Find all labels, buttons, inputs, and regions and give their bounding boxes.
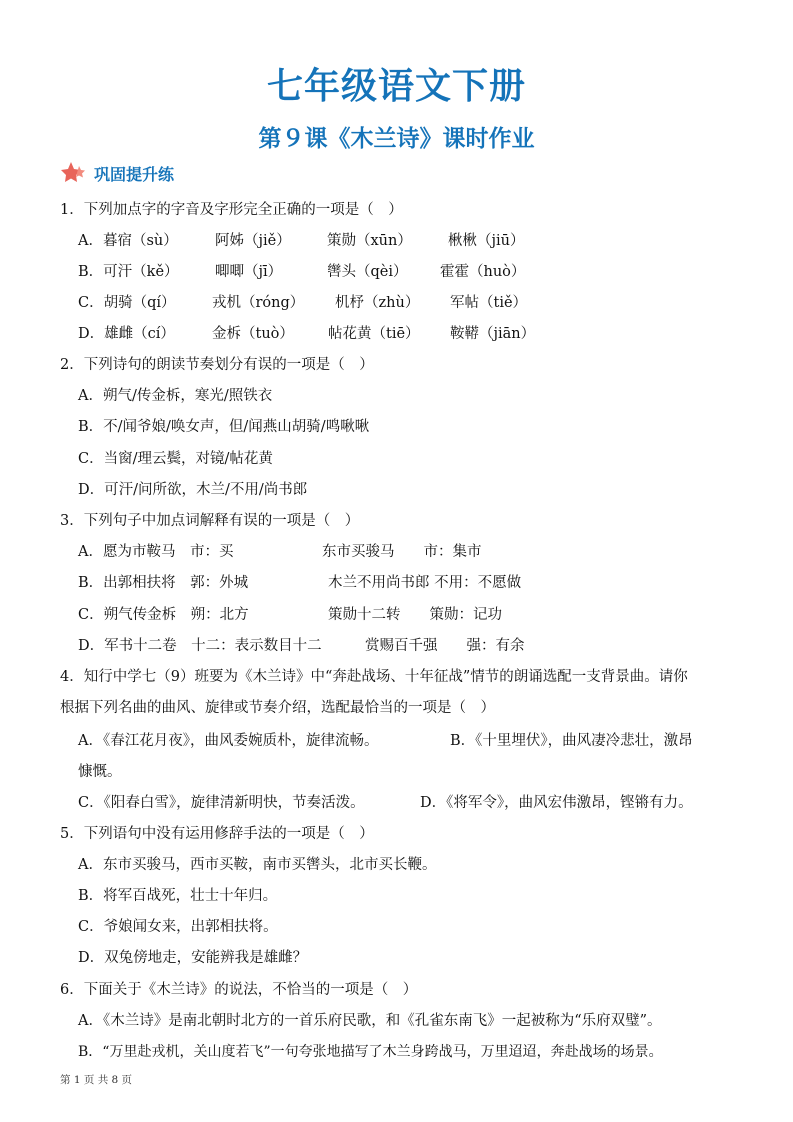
question-5-stem: 5．下列语句中没有运用修辞手法的一项是（ ）	[60, 826, 374, 842]
q3-option-a-1: A．愿为市鞍马 市：买	[78, 544, 234, 560]
question-3-stem: 3．下列句子中加点词解释有误的一项是（ ）	[60, 513, 360, 529]
section-heading	[60, 160, 174, 186]
section-label: 巩固提升练	[94, 164, 175, 184]
question-6-stem: 6．下面关于《木兰诗》的说法，不恰当的一项是（ ）	[60, 982, 418, 998]
question-2-stem: 2．下列诗句的朗读节奏划分有误的一项是（ ）	[60, 357, 374, 373]
q1-option-c-3: 机杼（zhù）	[335, 295, 420, 311]
q2-option-b: B．不/闻爷娘/唤女声，但/闻燕山胡骑/鸣啾啾	[78, 419, 370, 435]
q4-option-d: D．《将军令》，曲风宏伟激昂，铿锵有力。	[420, 795, 693, 811]
q3-option-b-1: B．出郭相扶将 郭：外城	[78, 575, 249, 591]
q4-option-a: A．《春江花月夜》，曲风委婉质朴，旋律流畅。	[78, 733, 379, 749]
question-1-stem: 1．下列加点字的字音及字形完全正确的一项是（ ）	[60, 202, 403, 218]
q1-option-a-1: A．暮宿（sù）	[78, 233, 178, 249]
q3-option-d-1: D．军书十二卷 十二：表示数目十二	[78, 638, 322, 654]
q1-option-d-3: 帖花黄（tiē）	[328, 326, 420, 342]
q1-option-b-3: 辔头（qèi）	[327, 264, 408, 280]
q3-option-b-2: 木兰不用尚书郎 不用：不愿做	[328, 575, 522, 591]
q1-option-a-3: 策勋（xūn）	[327, 233, 412, 249]
q4-option-b-line1: B．《十里埋伏》，曲风凄冷悲壮，激昂	[450, 733, 693, 749]
q5-option-d: D．双兔傍地走，安能辨我是雄雌？	[78, 950, 308, 966]
q1-option-b-1: B．可汗（kě）	[78, 264, 179, 280]
q1-option-b-2: 唧唧（jī）	[215, 264, 283, 280]
q1-option-d-1: D．雄雌（cí）	[78, 326, 175, 342]
question-4-stem-line1: 4．知行中学七（9）班要为《木兰诗》中“奔赴战场、十年征战”情节的朗诵选配一支背景曲。请你	[60, 669, 688, 685]
q1-option-c-2: 戎机（róng）	[212, 295, 305, 311]
q2-option-d: D．可汗/问所欲，木兰/不用/尚书郎	[78, 482, 308, 498]
q6-option-a: A．《木兰诗》是南北朝时北方的一首乐府民歌，和《孔雀东南飞》一起被称为“乐府双璧”。	[78, 1013, 662, 1029]
q3-option-a-2: 东市买骏马 市：集市	[322, 544, 482, 560]
q3-option-c-2: 策勋十二转 策勋：记功	[328, 607, 502, 623]
lesson-subtitle: 第９课《木兰诗》课时作业	[258, 126, 535, 152]
q5-option-c: C．爷娘闻女来，出郭相扶将。	[78, 919, 278, 935]
q3-option-c-1: C．朔气传金柝 朔：北方	[78, 607, 249, 623]
q6-option-b: B．“万里赴戎机，关山度若飞”一句夸张地描写了木兰身跨战马，万里迢迢，奔赴战场的场景。	[78, 1044, 663, 1060]
q1-option-a-4: 楸楸（jiū）	[448, 233, 525, 249]
q4-option-c: C．《阳春白雪》，旋律清新明快，节奏活泼。	[78, 795, 365, 811]
q1-option-a-2: 阿姊（jiě）	[215, 233, 291, 249]
page-number: 第 1 页 共 8 页	[60, 1074, 133, 1086]
q1-option-d-2: 金柝（tuò）	[212, 326, 294, 342]
q2-option-c: C．当窗/理云鬓，对镜/帖花黄	[78, 451, 273, 467]
q1-option-b-4: 霍霍（huò）	[440, 264, 526, 280]
q5-option-b: B．将军百战死，壮士十年归。	[78, 888, 278, 904]
q1-option-c-1: C．胡骑（qí）	[78, 295, 176, 311]
q1-option-c-4: 军帖（tiě）	[450, 295, 528, 311]
q4-option-b-line2: 慷慨。	[78, 764, 122, 780]
star-icon	[60, 161, 86, 185]
q1-option-d-4: 鞍鞯（jiān）	[450, 326, 536, 342]
q2-option-a: A．朔气/传金柝，寒光/照铁衣	[78, 388, 273, 404]
question-4-stem-line2: 根据下列名曲的曲风、旋律或节奏介绍，选配最恰当的一项是（ ）	[60, 700, 495, 716]
q5-option-a: A．东市买骏马，西市买鞍，南市买辔头，北市买长鞭。	[78, 857, 437, 873]
page-title: 七年级语文下册	[266, 66, 526, 107]
q3-option-d-2: 赏赐百千强 强：有余	[365, 638, 525, 654]
